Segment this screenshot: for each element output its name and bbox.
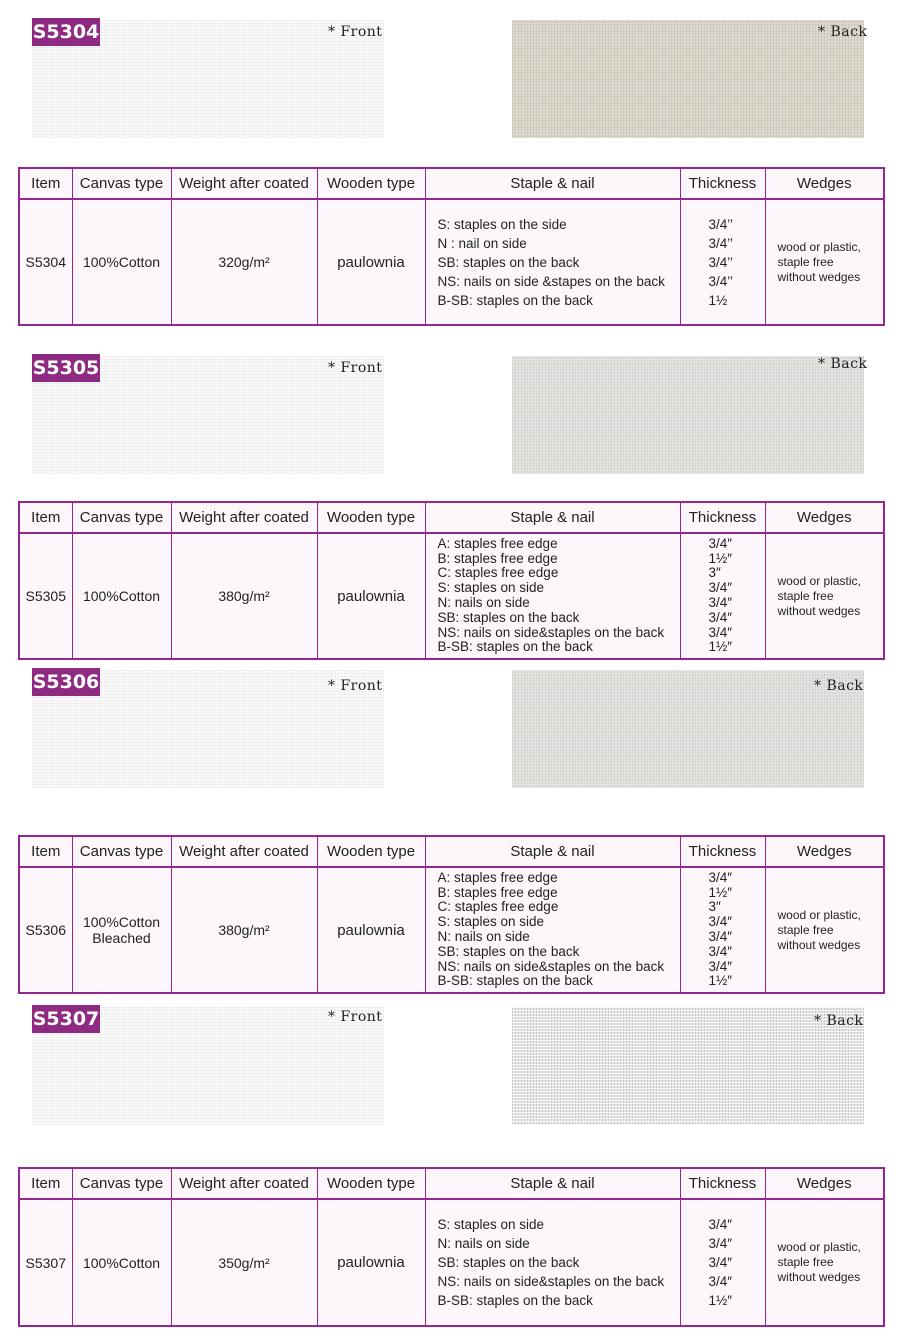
header-thickness: Thickness: [680, 836, 765, 867]
weight-cell: 380g/m²: [171, 533, 317, 659]
header-wedges: Wedges: [765, 502, 884, 533]
wooden-type-cell: paulownia: [317, 867, 425, 993]
canvas-type-cell: 100%Cotton: [72, 533, 171, 659]
spec-table-s5307: [18, 1167, 885, 1327]
header-canvas-type: Canvas type: [72, 168, 171, 199]
product-code-badge: S5306: [32, 668, 100, 696]
header-wedges: Wedges: [765, 836, 884, 867]
header-thickness: Thickness: [680, 168, 765, 199]
front-label: * Front: [328, 678, 383, 694]
item-cell: S5305: [19, 533, 72, 659]
back-label: * Back: [814, 678, 864, 694]
header-item: Item: [19, 502, 72, 533]
header-weight: Weight after coated: [171, 502, 317, 533]
wedges-cell: wood or plastic, staple free without wedges: [765, 1199, 884, 1326]
header-item: Item: [19, 1168, 72, 1199]
thickness-cell: 3/4’’ 3/4’’ 3/4’’ 3/4’’ 1½: [680, 199, 765, 325]
wedges-cell: wood or plastic, staple free without wedges: [765, 533, 884, 659]
header-wedges: Wedges: [765, 168, 884, 199]
weight-cell: 320g/m²: [171, 199, 317, 325]
back-swatch: [512, 356, 864, 486]
canvas-type-cell: 100%Cotton: [72, 199, 171, 325]
header-wooden-type: Wooden type: [317, 502, 425, 533]
header-staple-nail: Staple & nail: [425, 502, 680, 533]
header-canvas-type: Canvas type: [72, 836, 171, 867]
header-item: Item: [19, 836, 72, 867]
table-row: [19, 1199, 884, 1326]
header-wooden-type: Wooden type: [317, 168, 425, 199]
thickness-cell: 3/4″ 3/4″ 3/4″ 3/4″ 1½″: [680, 1199, 765, 1326]
header-weight: Weight after coated: [171, 168, 317, 199]
back-swatch: [512, 20, 864, 150]
staple-nail-cell: A: staples free edge B: staples free edge C: staples free edge S: staples on side N: nails on side SB: staples on the back NS: nails on side&staples on the back B-SB: staples on the back: [425, 533, 680, 659]
back-swatch: [512, 670, 864, 800]
spec-table-s5304: [18, 167, 885, 326]
back-label: * Back: [818, 24, 868, 40]
header-wooden-type: Wooden type: [317, 1168, 425, 1199]
header-thickness: Thickness: [680, 1168, 765, 1199]
product-code-badge: S5305: [32, 354, 100, 382]
wedges-cell: wood or plastic, staple free without wedges: [765, 199, 884, 325]
front-label: * Front: [328, 24, 383, 40]
table-row: [19, 867, 884, 993]
header-item: Item: [19, 168, 72, 199]
spec-table-s5306: [18, 835, 885, 994]
header-weight: Weight after coated: [171, 836, 317, 867]
wooden-type-cell: paulownia: [317, 533, 425, 659]
item-cell: S5304: [19, 199, 72, 325]
wooden-type-cell: paulownia: [317, 199, 425, 325]
product-code-badge: S5307: [32, 1005, 100, 1033]
weight-cell: 350g/m²: [171, 1199, 317, 1326]
header-canvas-type: Canvas type: [72, 502, 171, 533]
front-label: * Front: [328, 1009, 383, 1025]
item-cell: S5306: [19, 867, 72, 993]
wedges-cell: wood or plastic, staple free without wedges: [765, 867, 884, 993]
thickness-cell: 3/4″ 1½″ 3″ 3/4″ 3/4″ 3/4″ 3/4″ 1½″: [680, 867, 765, 993]
header-staple-nail: Staple & nail: [425, 168, 680, 199]
back-label: * Back: [818, 356, 868, 372]
wooden-type-cell: paulownia: [317, 1199, 425, 1326]
header-canvas-type: Canvas type: [72, 1168, 171, 1199]
product-code-badge: S5304: [32, 18, 100, 46]
header-weight: Weight after coated: [171, 1168, 317, 1199]
header-staple-nail: Staple & nail: [425, 1168, 680, 1199]
canvas-type-cell: 100%Cotton: [72, 1199, 171, 1326]
canvas-type-cell: 100%Cotton Bleached: [72, 867, 171, 993]
staple-nail-cell: S: staples on side N: nails on side SB: staples on the back NS: nails on side&staples on the back B-SB: staples on the back: [425, 1199, 680, 1326]
table-row: [19, 533, 884, 659]
thickness-cell: 3/4″ 1½″ 3″ 3/4″ 3/4″ 3/4″ 3/4″ 1½″: [680, 533, 765, 659]
header-staple-nail: Staple & nail: [425, 836, 680, 867]
header-thickness: Thickness: [680, 502, 765, 533]
header-wooden-type: Wooden type: [317, 836, 425, 867]
front-label: * Front: [328, 360, 383, 376]
staple-nail-cell: S: staples on the side N : nail on side SB: staples on the back NS: nails on side &stapes on the back B-SB: staples on the back: [425, 199, 680, 325]
back-label: * Back: [814, 1013, 864, 1029]
header-wedges: Wedges: [765, 1168, 884, 1199]
spec-table-s5305: [18, 501, 885, 660]
item-cell: S5307: [19, 1199, 72, 1326]
back-swatch: [512, 1007, 864, 1137]
weight-cell: 380g/m²: [171, 867, 317, 993]
staple-nail-cell: A: staples free edge B: staples free edge C: staples free edge S: staples on side N: nails on side SB: staples on the back NS: nails on side&staples on the back B-SB: staples on the back: [425, 867, 680, 993]
table-row: [19, 199, 884, 325]
